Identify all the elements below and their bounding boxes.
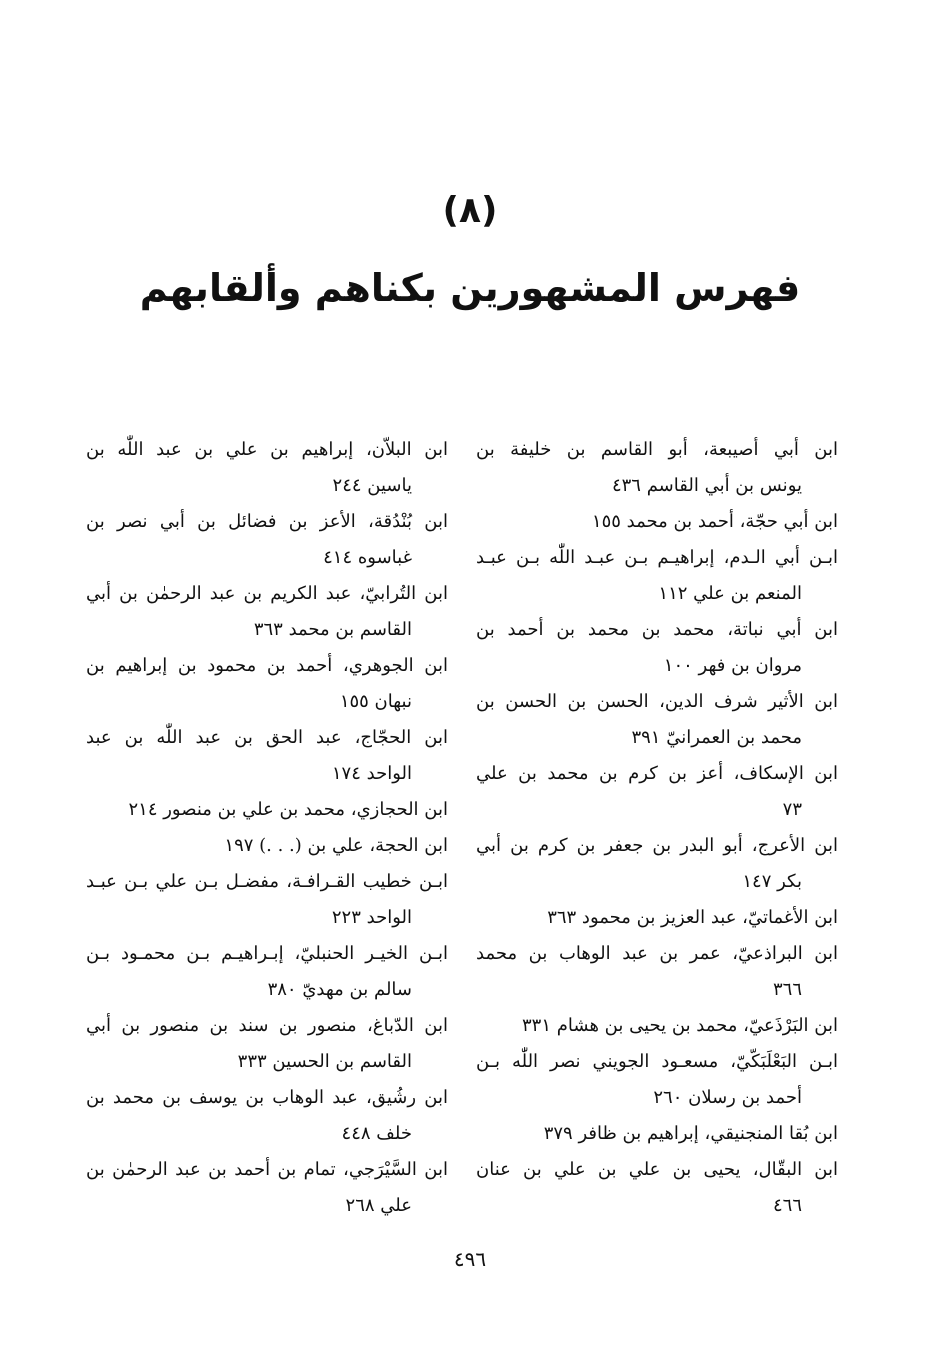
- index-entry-text: ابـن الخيـر الحنبليّ، إبـراهيـم بـن محمـود بـن: [86, 943, 448, 964]
- index-entry-continuation: مروان بن فهر ١٠٠: [663, 655, 802, 676]
- index-entry: [476, 540, 838, 612]
- index-entry: [86, 1008, 448, 1080]
- index-entry: [476, 1008, 838, 1044]
- index-entry-continuation: ٤٦٦: [772, 1195, 802, 1216]
- index-entry-text: ابن رشُيق، عبد الوهاب بن يوسف بن محمد بن: [86, 1087, 448, 1108]
- index-entry-text: ابن الحجة، علي بن (. . .) ١٩٧: [224, 835, 448, 856]
- index-entry-text: ابن البقّال، يحيى بن علي بن علي بن عنان: [476, 1159, 838, 1180]
- index-column-right: [476, 432, 838, 1232]
- index-entry: [476, 1116, 838, 1152]
- index-entry-continuation: الواحد ٢٢٣: [331, 907, 412, 928]
- index-entry-text: ابن الحجّاج، عبد الحق بن عبد اللّٰه بن عبد: [86, 727, 448, 748]
- index-entry-text: ابن الأغماتيّ، عبد العزيز بن محمود ٣٦٣: [547, 907, 838, 928]
- index-entry-text: ابن بُنْدُقة، الأعز بن فضائل بن أبي نصر بن: [86, 511, 448, 532]
- index-entry-text: ابن أبي أصيبعة، أبو القاسم بن خليفة بن: [476, 439, 838, 460]
- index-entry-text: ابن الجوهري، أحمد بن محمود بن إبراهيم بن: [86, 655, 448, 676]
- index-entry-text: ابن التُرابيّ، عبد الكريم بن عبد الرحمٰن بن أبي: [86, 583, 448, 604]
- index-entry-continuation: خلف ٤٤٨: [341, 1123, 412, 1144]
- index-entry-continuation: القاسم بن الحسين ٣٣٣: [237, 1051, 412, 1072]
- index-entry: [86, 576, 448, 648]
- index-entry-text: ابن أبي حجّة، أحمد بن محمد ١٥٥: [591, 511, 838, 532]
- index-entry-continuation: ٧٣: [782, 799, 802, 820]
- index-entry: [476, 756, 838, 828]
- index-columns: [86, 432, 838, 1232]
- index-entry-continuation: محمد بن العمرانيّ ٣٩١: [631, 727, 802, 748]
- index-entry-continuation: الواحد ١٧٤: [331, 763, 412, 784]
- index-entry-continuation: أحمد بن رسلان ٢٦٠: [653, 1087, 802, 1108]
- index-entry-continuation: نبهان ١٥٥: [339, 691, 412, 712]
- index-entry: [86, 1152, 448, 1224]
- index-entry-continuation: سالم بن مهديّ ٣٨٠: [267, 979, 412, 1000]
- index-entry-continuation: ياسين ٢٤٤: [332, 475, 412, 496]
- index-entry: [86, 432, 448, 504]
- index-entry-continuation: غباسوه ٤١٤: [323, 547, 412, 568]
- index-entry: [86, 648, 448, 720]
- index-entry-text: ابن الدّباغ، منصور بن سند بن منصور بن أبي: [86, 1015, 448, 1036]
- index-entry: [476, 504, 838, 540]
- index-entry-text: ابن الأثير شرف الدين، الحسن بن الحسن بن: [476, 691, 838, 712]
- index-entry-continuation: المنعم بن علي ١١٢: [658, 583, 802, 604]
- index-entry-continuation: القاسم بن محمد ٣٦٣: [253, 619, 412, 640]
- index-entry-text: ابن الحجازي، محمد بن علي بن منصور ٢١٤: [128, 799, 448, 820]
- index-column-left: [86, 432, 448, 1232]
- index-entry: [476, 1044, 838, 1116]
- index-entry: [476, 684, 838, 756]
- index-entry-text: ابن البلاّن، إبراهيم بن علي بن عبد اللّٰه بن: [86, 439, 448, 460]
- index-entry-text: ابن البَرْذَعيّ، محمد بن يحيى بن هشام ٣٣١: [522, 1015, 838, 1036]
- index-entry-text: ابن بُقا المنجنيقي، إبراهيم بن ظافر ٣٧٩: [543, 1123, 838, 1144]
- index-entry-text: ابن الأعرج، أبو البدر بن جعفر بن كرم بن أبي: [476, 835, 838, 856]
- section-number: (٨): [442, 190, 498, 231]
- index-entry: [476, 900, 838, 936]
- index-entry-text: ابـن أبي الـدم، إبراهيـم بـن عبـد اللّٰه بـن عبـد: [476, 547, 838, 568]
- index-title: فهرس المشهورين بكناهم وألقابهم: [139, 266, 801, 310]
- index-entry-continuation: ٣٦٦: [772, 979, 802, 1000]
- index-entry: [86, 504, 448, 576]
- index-entry-text: ابن البراذعيّ، عمر بن عبد الوهاب بن محمد: [476, 943, 838, 964]
- index-entry: [476, 828, 838, 900]
- index-entry: [476, 432, 838, 504]
- index-entry-continuation: علي ٢٦٨: [345, 1195, 412, 1216]
- index-entry-text: ابن السَّيْرَجي، تمام بن أحمد بن عبد الرحمٰن بن: [86, 1159, 448, 1180]
- index-entry: [86, 828, 448, 864]
- index-entry-text: ابـن خطيب القـرافـة، مفضـل بـن علي بـن عبـد: [86, 871, 448, 892]
- index-entry: [86, 936, 448, 1008]
- index-entry: [86, 864, 448, 936]
- index-entry-continuation: يونس بن أبي القاسم ٤٣٦: [611, 475, 802, 496]
- index-entry-text: ابن أبي نباتة، محمد بن محمد بن أحمد بن: [476, 619, 838, 640]
- page-number: ٤٩٦: [453, 1247, 487, 1271]
- index-entry: [86, 792, 448, 828]
- index-entry-text: ابـن البَعْلَبَكّيّ، مسعـود الجويني نصر اللّٰه بـن: [476, 1051, 838, 1072]
- index-entry: [476, 936, 838, 1008]
- index-entry-continuation: بكر ١٤٧: [742, 871, 802, 892]
- index-entry: [476, 612, 838, 684]
- index-entry: [476, 1152, 838, 1224]
- index-entry: [86, 1080, 448, 1152]
- index-entry-text: ابن الإسكاف، أعز بن كرم بن محمد بن علي: [476, 763, 838, 784]
- index-entry: [86, 720, 448, 792]
